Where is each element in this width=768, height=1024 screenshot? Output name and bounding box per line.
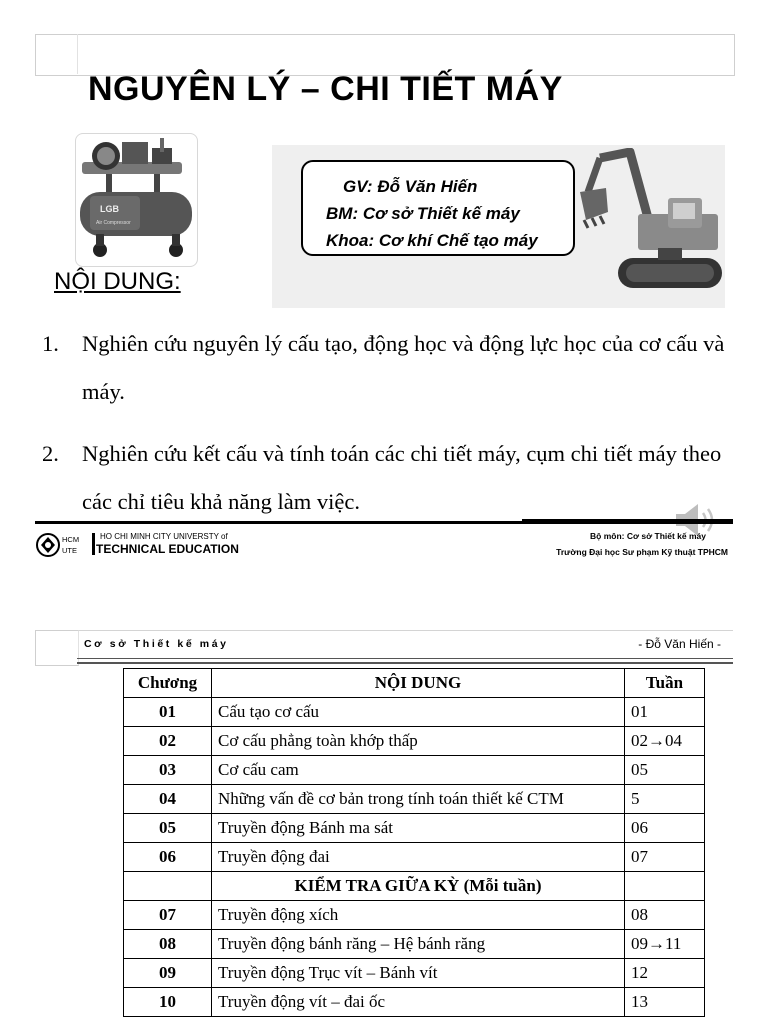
content-cell: Cấu tạo cơ cấu (212, 698, 625, 727)
table-row (124, 901, 705, 930)
slide1-frame-tab (35, 34, 78, 74)
content-cell: Truyền động xích (212, 901, 625, 930)
lecturer-info-box (301, 160, 575, 256)
week-cell: 13 (625, 988, 705, 1017)
faculty-name: Khoa: Cơ khí Chế tạo máy (326, 231, 538, 250)
objective-text: Nghiên cứu kết cấu và tính toán các chi tiết máy, cụm chi tiết máy theo các chỉ tiêu khả năng làm việc. (82, 441, 722, 514)
chapter-cell: 03 (124, 756, 212, 785)
slide2-header-rule (77, 658, 733, 659)
chapter-cell: 04 (124, 785, 212, 814)
column-header-content: NỘI DUNG (212, 669, 625, 698)
svg-text:LGB: LGB (100, 204, 119, 214)
chapter-cell: 05 (124, 814, 212, 843)
week-cell: 06 (625, 814, 705, 843)
footer-university-small: HO CHI MINH CITY UNIVERSTY of (100, 532, 228, 541)
university-logo (36, 531, 92, 559)
section-label-content: NỘI DUNG: (54, 268, 181, 295)
week-cell: 05 (625, 756, 705, 785)
excavator-image (578, 148, 726, 308)
chapter-cell: 02 (124, 727, 212, 756)
table-row (124, 930, 705, 959)
slide2-header-rule-thick (77, 662, 733, 664)
objectives-list (42, 320, 732, 540)
footer-university-name: TECHNICAL EDUCATION (96, 542, 239, 556)
content-cell: Cơ cấu cam (212, 756, 625, 785)
column-header-week: Tuần (625, 669, 705, 698)
table-row (124, 843, 705, 872)
table-row (124, 959, 705, 988)
slide2-author: - Đỗ Văn Hiến - (638, 637, 721, 651)
week-cell: 12 (625, 959, 705, 988)
slide2-frame-tab (35, 630, 79, 666)
footer-divider-thick (522, 519, 733, 523)
syllabus-table (123, 668, 705, 1017)
objective-number: 2. (42, 441, 59, 466)
chapter-cell (124, 872, 212, 901)
content-cell: Truyền động Trục vít – Bánh vít (212, 959, 625, 988)
slide2-top-border (35, 630, 733, 631)
logo-text-bottom: UTE (62, 546, 77, 555)
week-cell: 07 (625, 843, 705, 872)
slide2-course-title: Cơ sở Thiết kế máy (84, 638, 229, 650)
table-row (124, 988, 705, 1017)
table-row (124, 698, 705, 727)
midterm-cell: KIỂM TRA GIỮA KỲ (Mỗi tuần) (212, 872, 625, 901)
content-cell: Truyền động bánh răng – Hệ bánh răng (212, 930, 625, 959)
week-cell: 01 (625, 698, 705, 727)
objective-item (42, 320, 732, 416)
chapter-cell: 06 (124, 843, 212, 872)
week-cell: 09→11 (625, 930, 705, 959)
content-cell: Cơ cấu phẳng toàn khớp thấp (212, 727, 625, 756)
week-cell: 02→04 (625, 727, 705, 756)
table-row (124, 785, 705, 814)
footer-school: Trường Đại học Sư phạm Kỹ thuật TPHCM (556, 547, 728, 557)
objective-number: 1. (42, 331, 59, 356)
objective-item (42, 430, 732, 526)
lecturer-name: GV: Đỗ Văn Hiến (343, 177, 478, 196)
content-cell: Truyền động đai (212, 843, 625, 872)
chapter-cell: 01 (124, 698, 212, 727)
table-row (124, 727, 705, 756)
week-cell: 08 (625, 901, 705, 930)
footer-logo-bar (92, 533, 95, 555)
chapter-cell: 10 (124, 988, 212, 1017)
table-header-row (124, 669, 705, 698)
department-name: BM: Cơ sở Thiết kế máy (326, 204, 520, 223)
content-cell: Truyền động vít – đai ốc (212, 988, 625, 1017)
svg-text:Air Compressor: Air Compressor (96, 220, 131, 226)
slide-title: NGUYÊN LÝ – CHI TIẾT MÁY (88, 70, 563, 108)
chapter-cell: 08 (124, 930, 212, 959)
table-row (124, 756, 705, 785)
logo-text-top: HCM (62, 535, 80, 544)
week-cell: 5 (625, 785, 705, 814)
column-header-chapter: Chương (124, 669, 212, 698)
chapter-cell: 07 (124, 901, 212, 930)
week-cell (625, 872, 705, 901)
footer-department: Bộ môn: Cơ sở Thiết kế máy (590, 531, 706, 541)
content-cell: Truyền động Bánh ma sát (212, 814, 625, 843)
table-row (124, 814, 705, 843)
objective-text: Nghiên cứu nguyên lý cấu tạo, động học và động lực học của cơ cấu và máy. (82, 331, 725, 404)
chapter-cell: 09 (124, 959, 212, 988)
content-cell: Những vấn đề cơ bản trong tính toán thiết kế CTM (212, 785, 625, 814)
air-compressor-image (75, 133, 198, 267)
table-row-midterm (124, 872, 705, 901)
